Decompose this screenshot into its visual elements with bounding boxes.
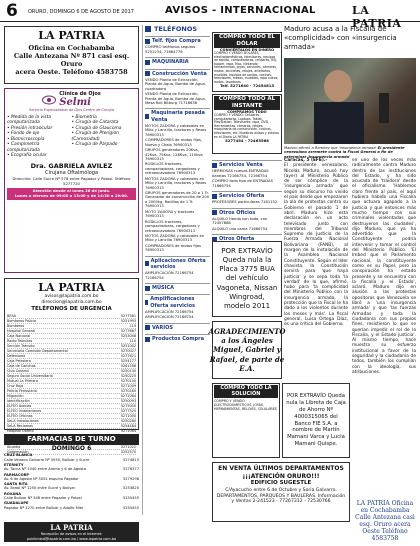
section-icon bbox=[212, 194, 217, 199]
pharmacy-name: GUADALUPE bbox=[4, 501, 29, 506]
instante-ad-text: COMPRO Y VENDO: Celulares, computadoras, Laptops, Tablet, PlayStation, Televisores, ropa, DVD, Herramientas, cámaras, relojes, maquinaria de construcción, cocinas, televisores, etc. Nuestros avisos y precios en el Diario LA PATRIA bbox=[214, 113, 279, 139]
pharmacy-item bbox=[4, 492, 139, 501]
phone-name: SeLA Instalaciones bbox=[7, 419, 39, 424]
pharmacy-box bbox=[4, 434, 139, 542]
phone-number: 5261166 bbox=[120, 364, 136, 369]
article-text-col2: en uno de los veces más radicalmente contra Maduro dentro de las instituciones del Estado, y ha sido acusada de 'traidora' desde el oficialismo. 'Hablemos claro frente al país, el aquí hubiera habido una Fiscalía que actuara agapado a la justicia y que entonces más mucho tiempo con sus criminales violentadas que destruyeron las ciudades', dijo Maduro, que ya ha advertido que la Constituyente podría intervenir y tomar el control del Ministerio Público. 'El Imbed que el Parlamento nacional, la constituyente como es su Papel, pero la conspiración ha estado presente y se encuentra con la fiscalía y el Estado', aclaró. Maduro dijo en alusión a las protestas opositoras que Venezuela se libró a 'una insurgencia armada' y que 'las fuerzas Armadas y toda la ciudadanía con sus propios fines, resistieron lo que se querían impedir el rol de la Fiscalía, y el Estado justicia'. Al mismo tiempo, hace muestra su esfuerzo institucional a favor de la seguridad y la ciudadanía de todos, también los cumplían con la ideología, sus atribuciones. bbox=[352, 158, 416, 375]
phones-ad-web: direccion@lapatria.com.bo bbox=[41, 299, 102, 305]
clinic-service-item: • Cirugía de Párpado bbox=[71, 142, 118, 148]
thanks-text: AGRADECIMIENTO a los Ángeles Miguel, Gabriel y Rafael, de parte de E.A. bbox=[208, 327, 286, 373]
phone-number: 5271009 bbox=[120, 384, 136, 389]
article-col2 bbox=[352, 158, 416, 496]
section-icon bbox=[145, 114, 149, 119]
classified-section-head bbox=[145, 36, 210, 44]
dolar-ad-text: COMPRO Y VENDO DÓLARES, electrodomésticos, televisores, equipos de sonido, computadoras, celulares, RSJ, tupper, ropa, Mac, Nintendo, herramientas, joyas, celulares, cámaras, motos, bicicletas, relojes, artefactos, muebles, equipos de sonido, cocinas, televisores, mesas, muebles, ropa nueva, motos, lavadoras bbox=[214, 51, 279, 84]
classified-item: AMPLIFICACIÓN 72166754 bbox=[145, 315, 194, 320]
clinic-specialty: Cirujana Oftalmóloga bbox=[44, 169, 99, 176]
classified-section-title: Construcción Venta bbox=[152, 70, 207, 77]
pharmacy-address: Calle Bolívar Nº 548 entre Pagador y Potosí bbox=[4, 496, 82, 501]
mid-classifieds bbox=[212, 157, 282, 243]
pharmacy-name: CRUZ BLANCA bbox=[4, 453, 33, 458]
clinic-service-item: • Medida de la vista computarizada bbox=[7, 114, 52, 126]
clinic-name: Selmi bbox=[59, 97, 91, 109]
section-icon bbox=[145, 300, 148, 305]
instante-ad bbox=[212, 94, 282, 154]
phone-name: Hospital Obrero bbox=[7, 429, 34, 434]
pharmacy-row bbox=[4, 477, 139, 481]
dolar-ad-phone: Telf. 5271640 - 72454813 bbox=[219, 83, 275, 89]
phone-number: 110 bbox=[129, 339, 136, 344]
pharmacy-address: Av. 6 de Agosto Nº 5052 esquina Pagador bbox=[4, 476, 79, 481]
section-icon bbox=[145, 39, 150, 44]
classified-item: GRUPOS generadores 20Kva, 42Kva, 75Kva, 128Kva, 110kva 76900313 bbox=[145, 148, 203, 161]
phone-number: 5271022 bbox=[120, 444, 136, 449]
phone-number: 5250093 bbox=[120, 399, 136, 404]
clinic-service-item: • Campimetría computarizada bbox=[7, 142, 40, 153]
clinic-services-col2 bbox=[72, 115, 137, 159]
pharmacy-title: FARMACIAS DE TURNO bbox=[4, 434, 139, 445]
phone-number: 5270027 bbox=[120, 349, 136, 354]
phones-ad-brand: LA PATRIA bbox=[38, 281, 105, 294]
classified-section-title: Telf. fijos Compra bbox=[152, 38, 201, 45]
phone-name: Gobernación bbox=[7, 449, 29, 454]
article-dateline: Caracas, 5 (EFE).- bbox=[284, 158, 328, 163]
instante-ad-title: COMPRO TODO AL INSTANTE bbox=[214, 96, 280, 110]
phone-name: Identificación bbox=[7, 399, 30, 404]
apartments-text: C/Ayacucho entre 6 de Octubre y Soria Galvarro. DEPARTAMENTOS, PARQUEOS Y BAULERAS. Información y Ventas 2-241523 - 77267312 - 72530766 bbox=[216, 487, 346, 505]
phone-number: 5251993 bbox=[120, 319, 136, 324]
classified-item: COMPRO todo tipo de ENTRADAS 71666754 bbox=[212, 179, 273, 188]
phone-number: 5270100 bbox=[120, 379, 136, 384]
phone-number: 5277621 bbox=[120, 354, 136, 359]
classified-section-title: Aplicaciones Oferta servicios bbox=[150, 257, 206, 270]
lost-plate-ad bbox=[212, 241, 282, 317]
photo-face bbox=[324, 70, 352, 102]
classified-item: MOTOS ZADORA y cabezales en Millo y Lancilla 76900313 bbox=[145, 233, 205, 243]
phone-name: Seguro Social Universitario bbox=[7, 374, 53, 379]
masthead-brand: LA PATRIA bbox=[352, 4, 402, 30]
pharmacy-address: Pagador Nº 1270 entre Bolívar y Adolfo Mier bbox=[4, 505, 84, 510]
apartments-sub: ¡¡¡ATENCIÓN ORURO!!! bbox=[242, 472, 320, 480]
classified-section-title: Otros Oferta bbox=[219, 236, 255, 243]
article-photo bbox=[284, 58, 416, 144]
classified-section-title: Maquinaria pesada Venta bbox=[151, 110, 205, 123]
phones-ad-title: TELÉFONOS DE URGENCIA bbox=[31, 306, 112, 313]
classified-item: PROFESORES particulares 7161152 bbox=[212, 200, 278, 205]
pharmacy-row bbox=[4, 496, 139, 500]
pharmacy-phone: 5274815 bbox=[122, 457, 139, 462]
classified-item: AMPLIFICACIÓN 72166754 72166754 bbox=[145, 271, 194, 280]
section-icon bbox=[145, 337, 150, 342]
phone-name: ELFEO Averías bbox=[7, 404, 32, 409]
phone-name: Caja Nacional bbox=[7, 334, 31, 339]
classified-section-head bbox=[145, 256, 210, 271]
dolar-ad-title: COMPRO TODO EL DÓLAR bbox=[214, 34, 280, 48]
phone-name: Secretaría Comisión Departamental bbox=[7, 349, 68, 354]
phones-ad-email: avisos@lapatria.com.bo bbox=[44, 294, 99, 299]
office-ad-line1: Oficina en Cochabamba bbox=[28, 44, 115, 52]
pharmacy-row bbox=[4, 506, 139, 510]
classifieds-title-label: TELÉFONOS bbox=[154, 25, 198, 33]
pharmacy-address: Av. Brasil Nº 1250 entre Sucre y Bolívar bbox=[4, 486, 76, 491]
dolar-ad-sub: CONVIERTALOS EN DINERO bbox=[219, 47, 275, 52]
thanks-ad bbox=[208, 321, 286, 379]
phone-name: Caja de Caminos bbox=[7, 364, 36, 369]
classified-section-title: Servicios Venta bbox=[219, 162, 263, 168]
phone-name: ELFEO Oficinas bbox=[7, 414, 33, 419]
clinic-service-item: • Cirugía de Catarata bbox=[71, 120, 119, 126]
classified-section-head bbox=[145, 57, 210, 65]
photo-suit bbox=[314, 102, 364, 144]
pharmacy-item bbox=[4, 453, 139, 462]
section-icon bbox=[212, 210, 217, 215]
pharmacy-phone: 5253820 bbox=[122, 486, 139, 491]
classified-section-title: VARIOS bbox=[152, 324, 173, 331]
phone-name: SeLA Reclamos bbox=[7, 424, 33, 429]
phone-number: 5254484 bbox=[120, 424, 136, 429]
pharmacy-phone: 5255455 bbox=[122, 505, 139, 510]
classified-section-head bbox=[145, 283, 210, 291]
eye-icon bbox=[42, 95, 56, 105]
clinic-subtitle: Servicio Especializado de Ojos Centro de Cirugía bbox=[29, 108, 114, 113]
classified-section-head bbox=[212, 208, 282, 216]
classified-section-head bbox=[145, 69, 210, 77]
clinic-ad bbox=[4, 88, 139, 273]
classified-item: MOTO ZADORA y tractores 76900313 bbox=[145, 209, 195, 219]
classified-item: RODILLOS tractores, compactadoras, cargadoras y retroexcavadora 76900313 bbox=[145, 162, 200, 176]
pharmacy-row bbox=[4, 458, 139, 462]
phone-name: Alcaldía bbox=[7, 444, 21, 449]
classified-section-title: Servicios Oferta bbox=[219, 193, 265, 199]
classified-item: VENDO Planta de Extracción, Planta de Agua, Bomba de Agua, Mesa Roll Bitburg 71716636 bbox=[145, 92, 206, 105]
classified-section-head bbox=[145, 108, 210, 123]
pharmacy-row bbox=[4, 486, 139, 490]
classified-item: MOTOS ZADORA y cabezales en Millo y Lancilla, tractores y Rexes 76900313 bbox=[145, 176, 207, 190]
section-title: AVISOS - INTERNACIONAL bbox=[165, 5, 316, 16]
classifieds-column bbox=[142, 25, 210, 515]
classified-item: VENDO Planta de Extracción, Planta de Agua, Bomba de Agua, cuadradora bbox=[145, 77, 206, 91]
classified-item: ALQUILO tienda con todo, con 72457888 bbox=[212, 216, 268, 226]
clinic-service-item: • Cirugía de Glaucoma bbox=[71, 125, 122, 131]
page-number: 6 bbox=[6, 1, 18, 21]
clinic-service-item: • Presión intraocular bbox=[7, 125, 53, 131]
pharmacy-name: SANTA RITA bbox=[4, 482, 28, 487]
apartments-ad bbox=[212, 462, 350, 522]
office-ad bbox=[4, 26, 139, 84]
phone-number: 5250280 bbox=[120, 419, 136, 424]
article-caption: Maduro afirmó a Ramírez que 'insurgencia armada' bbox=[284, 146, 377, 150]
pharmacy-row bbox=[4, 467, 139, 471]
classified-section-head bbox=[145, 323, 210, 331]
clinic-hours-line1: Atención desde el lunes 26 de junio. bbox=[32, 188, 111, 194]
pharmacy-item bbox=[4, 473, 139, 482]
classified-item: GRUPOS generadores de 20 a 1 Tr. Generador de construcción de 200 a 2000kg, Rodillos de 1 Tr. 76900313 bbox=[145, 191, 210, 209]
phone-name: Hospital General bbox=[7, 329, 36, 334]
classified-item: COMPRO teléfonos seguros 5251234, 71664776 bbox=[145, 45, 196, 54]
solucion-ad bbox=[212, 383, 280, 458]
section-icon bbox=[145, 261, 149, 266]
clinic-services-col1 bbox=[7, 115, 72, 159]
classified-item: COMPRADORES de motos fijas, Nueva y Chala 76900313 bbox=[145, 138, 203, 147]
pharmacy-item bbox=[4, 463, 139, 472]
section-icon bbox=[145, 60, 150, 65]
phone-name: Defensoría bbox=[7, 354, 26, 359]
article-caption-2: El presidente venezolano arremete contra la Fiscal General a fin de exterminar 'insurgencia armada' bbox=[284, 146, 405, 159]
phone-number: 5251002 bbox=[120, 344, 136, 349]
classifieds-title bbox=[145, 25, 210, 33]
article-title bbox=[284, 25, 416, 51]
classified-section-title: MÚSICA bbox=[152, 285, 175, 292]
pharmacy-phone: 5255455 bbox=[122, 496, 139, 501]
lost-passbook-text: POR EXTRAVÍO Queda nula la Libreta de Caja de Ahorro Nº 4000315065 del Banco FIE S.A. a nombre de Martín Mamani Varca y Lucia Mamani Quispe. bbox=[286, 393, 346, 448]
clinic-services bbox=[7, 115, 136, 159]
pharmacy-footer-line2: publicidad@lapatria.com.bo / www.lapatria.com.bo bbox=[26, 536, 117, 541]
phone-number: 5254177 bbox=[120, 359, 136, 364]
section-icon bbox=[145, 325, 150, 330]
pharmacy-footer-brand: LA PATRIA bbox=[50, 523, 93, 533]
section-icon bbox=[145, 286, 150, 291]
article-col1 bbox=[284, 158, 348, 458]
article-text-col1: El presidente venezolano, Nicolás Maduro, acusó hoy (ayer) al Ministerio Público de ser cómplice de la 'insurgencia armada' que según su discurso ha vivido el país desde que empezaron la ola de protestas contra su Gobierno el pasado 1 de abril. Maduro hizo esta declaración en un acto televisado junto con miembros del Tribunal Supremo de Justicia de la Fuerza Armada Nacional Bolivariana (FANB), al margen de la instalación de la Asamblea Nacional Constituyente. Según el líder chavista, la Constitución servirá para 'que haya justicia' y se sepa toda 'la verdad' de lo que, afirmó, hubo para 'la complicidad del Ministerio Público con la insurgencia armada, la protección que la Fiscal le ha dado a los violentos durante los meses y más'. La fiscal general, Luisa Ortega Díaz, es una crítica del Gobierno. bbox=[284, 163, 348, 328]
clinic-title: Clínica de Ojos bbox=[59, 91, 101, 97]
pharmacy-item bbox=[4, 501, 139, 510]
pharmacy-item bbox=[4, 482, 139, 491]
phone-number: 5250130 bbox=[120, 369, 136, 374]
phone-number: 5275050 bbox=[120, 404, 136, 409]
phone-icon bbox=[145, 26, 151, 32]
pharmacy-name: ROXANA bbox=[4, 491, 22, 496]
phone-number: 5271064 bbox=[120, 429, 136, 434]
clinic-service-item: • Ecografía ocular bbox=[7, 153, 47, 159]
pharmacy-phone: 5279298 bbox=[122, 476, 139, 481]
phone-name: Bomberos bbox=[7, 324, 25, 329]
clinic-hours bbox=[7, 188, 136, 199]
phone-name: Caja Petrolera bbox=[7, 359, 31, 364]
phone-name: ELFEO Instalaciones bbox=[7, 409, 42, 414]
classified-section-title: Productos Compra bbox=[152, 335, 204, 342]
clinic-hours-line2: Lunes a viernes de 09:00 a 13:00 y de 14:30 a 19:00. bbox=[14, 193, 129, 199]
phone-name: BESA bbox=[7, 314, 17, 319]
classified-section-head bbox=[145, 294, 210, 309]
classified-item: COMPRADORES de motos fijas 76900313 bbox=[145, 243, 201, 253]
phone-number: 5252570 bbox=[120, 449, 136, 454]
classified-item: RODILLOS tractores, compactadoras, cargadoras y retroexcavadora 76900313 bbox=[145, 219, 200, 233]
classified-section-title: Amplificaciones Oferta servicios bbox=[150, 296, 195, 309]
phone-number: 5271064 bbox=[120, 394, 136, 399]
pharmacy-address: Calle Velasco Galvarro Nº 5930, Bolívar y Sucre bbox=[4, 457, 90, 462]
pharmacy-day: DOMINGO 6 bbox=[51, 444, 92, 452]
clinic-service-item: • Fondo de ojo bbox=[7, 131, 40, 137]
phone-name: Policía Ferroviaria bbox=[7, 389, 37, 394]
phone-name: Club Cossmil bbox=[7, 369, 29, 374]
clinic-header bbox=[7, 91, 136, 108]
apartments-building: EDIFICIO SUGESTLE bbox=[250, 480, 312, 486]
article-headline: Maduro acusa a la Fiscalía de «complicidad» con «insurgencia armada» bbox=[284, 25, 397, 51]
section-icon bbox=[212, 163, 217, 168]
phone-number: 5250225 bbox=[120, 374, 136, 379]
instante-ad-phone: 5277454 - 72463568 bbox=[225, 138, 269, 144]
phone-name: Migración bbox=[7, 394, 24, 399]
classified-section-head bbox=[212, 191, 282, 199]
classified-section-title: MAQUINARIA bbox=[152, 59, 189, 66]
pharmacy-footer bbox=[4, 522, 139, 542]
photo-microphone bbox=[379, 93, 389, 123]
phone-number: 5277687 bbox=[120, 329, 136, 334]
phone-name: Bomberos Policía bbox=[7, 319, 36, 324]
pharmacy-address: Av. Tacna Nº 1040 entre Aroma y 6 de Agosto bbox=[4, 467, 86, 472]
phone-number: 5270160 bbox=[120, 389, 136, 394]
pharmacy-name: ETERNITY bbox=[4, 462, 24, 467]
pharmacy-list bbox=[4, 453, 139, 510]
phone-name: Cruz Roja bbox=[7, 384, 24, 389]
dolar-ad bbox=[212, 32, 282, 92]
classified-item: ALQUILO una cama 71666754 bbox=[212, 226, 268, 231]
phone-number: 5277581 bbox=[120, 314, 136, 319]
phone-number: 5253048 bbox=[120, 334, 136, 339]
classifieds-list bbox=[145, 36, 210, 342]
office-ad-line2: Calle Antezana Nº 871 casi esq. Oruro bbox=[13, 52, 130, 68]
solucion-title: COMPRO TODO LA SOLUCIÓN bbox=[214, 385, 278, 398]
instante-ad-sub: COMPRAMOS TODO bbox=[227, 109, 267, 114]
lost-plate-text: POR EXTRAVÍO Queda nula la Placa 3775 BUA del vehículo Vagoneta, Nissan Wingroad, modelo 2011 bbox=[216, 247, 278, 310]
classified-section-title: Otros Oficios bbox=[219, 209, 256, 216]
pharmacy-footer-line1: Recepción de avisos en el internet: bbox=[40, 532, 103, 537]
phone-name: Sección Tránsito bbox=[7, 344, 35, 349]
phone-number: 5271000 bbox=[120, 414, 136, 419]
clinic-service-item: • Biometría bbox=[71, 114, 97, 120]
page-date: ORURO, DOMINGO 6 DE AGOSTO DE 2017 bbox=[28, 9, 134, 15]
phone-name: Radio Patrullas bbox=[7, 339, 33, 344]
section-icon bbox=[145, 71, 150, 76]
office-ad-line3: acera Oeste. Teléfono 4583758 bbox=[15, 68, 128, 76]
phone-name: Mutual La Primera bbox=[7, 379, 38, 384]
classified-item: MOTOS ZADORA y cabezales en Millo y Lancilla, tractores y Rexes 76900313 bbox=[145, 123, 207, 137]
article-office: LA PATRIA Oficina en Cochabamba Calle Antezana casi esq. Oruro acera Oeste Teléfono 4583758 bbox=[355, 500, 415, 542]
apartments-title: EN VENTA ÚLTIMOS DEPARTAMENTOS bbox=[218, 465, 344, 472]
pharmacy-phone: 5276377 bbox=[122, 467, 139, 472]
clinic-service-item: • Cirugía de Pterigion (Carnosidad) bbox=[71, 131, 119, 142]
clinic-service-item: • Biomicroscopía bbox=[7, 136, 45, 142]
classified-section-head bbox=[212, 160, 282, 168]
office-ad-brand: LA PATRIA bbox=[38, 29, 105, 42]
classified-section-head bbox=[145, 334, 210, 342]
phone-number: 5277525 bbox=[120, 409, 136, 414]
solucion-text: COMPRO Y VENDO ELECTRODOMÉSTICOS, JOYAS, HERRAMIENTAS, RELOJES, CELULARES bbox=[214, 398, 277, 411]
pharmacy-name: FARMACORP bbox=[4, 472, 30, 477]
clinic-doctor: Dra. GABRIELA AVILEZ bbox=[30, 161, 113, 170]
clinic-address: Dirección: Calle Sucre Nº 578 entre Pagador y Potosí. Teléfono 5277720 bbox=[12, 175, 131, 186]
phone-number: 119 bbox=[129, 324, 136, 329]
classified-item: AMPLIFICACIÓN 72166754 bbox=[145, 309, 194, 314]
classified-item: HERMOSAS nuevas ENTRADAS baratas 72166754, 72166754 bbox=[212, 169, 269, 178]
